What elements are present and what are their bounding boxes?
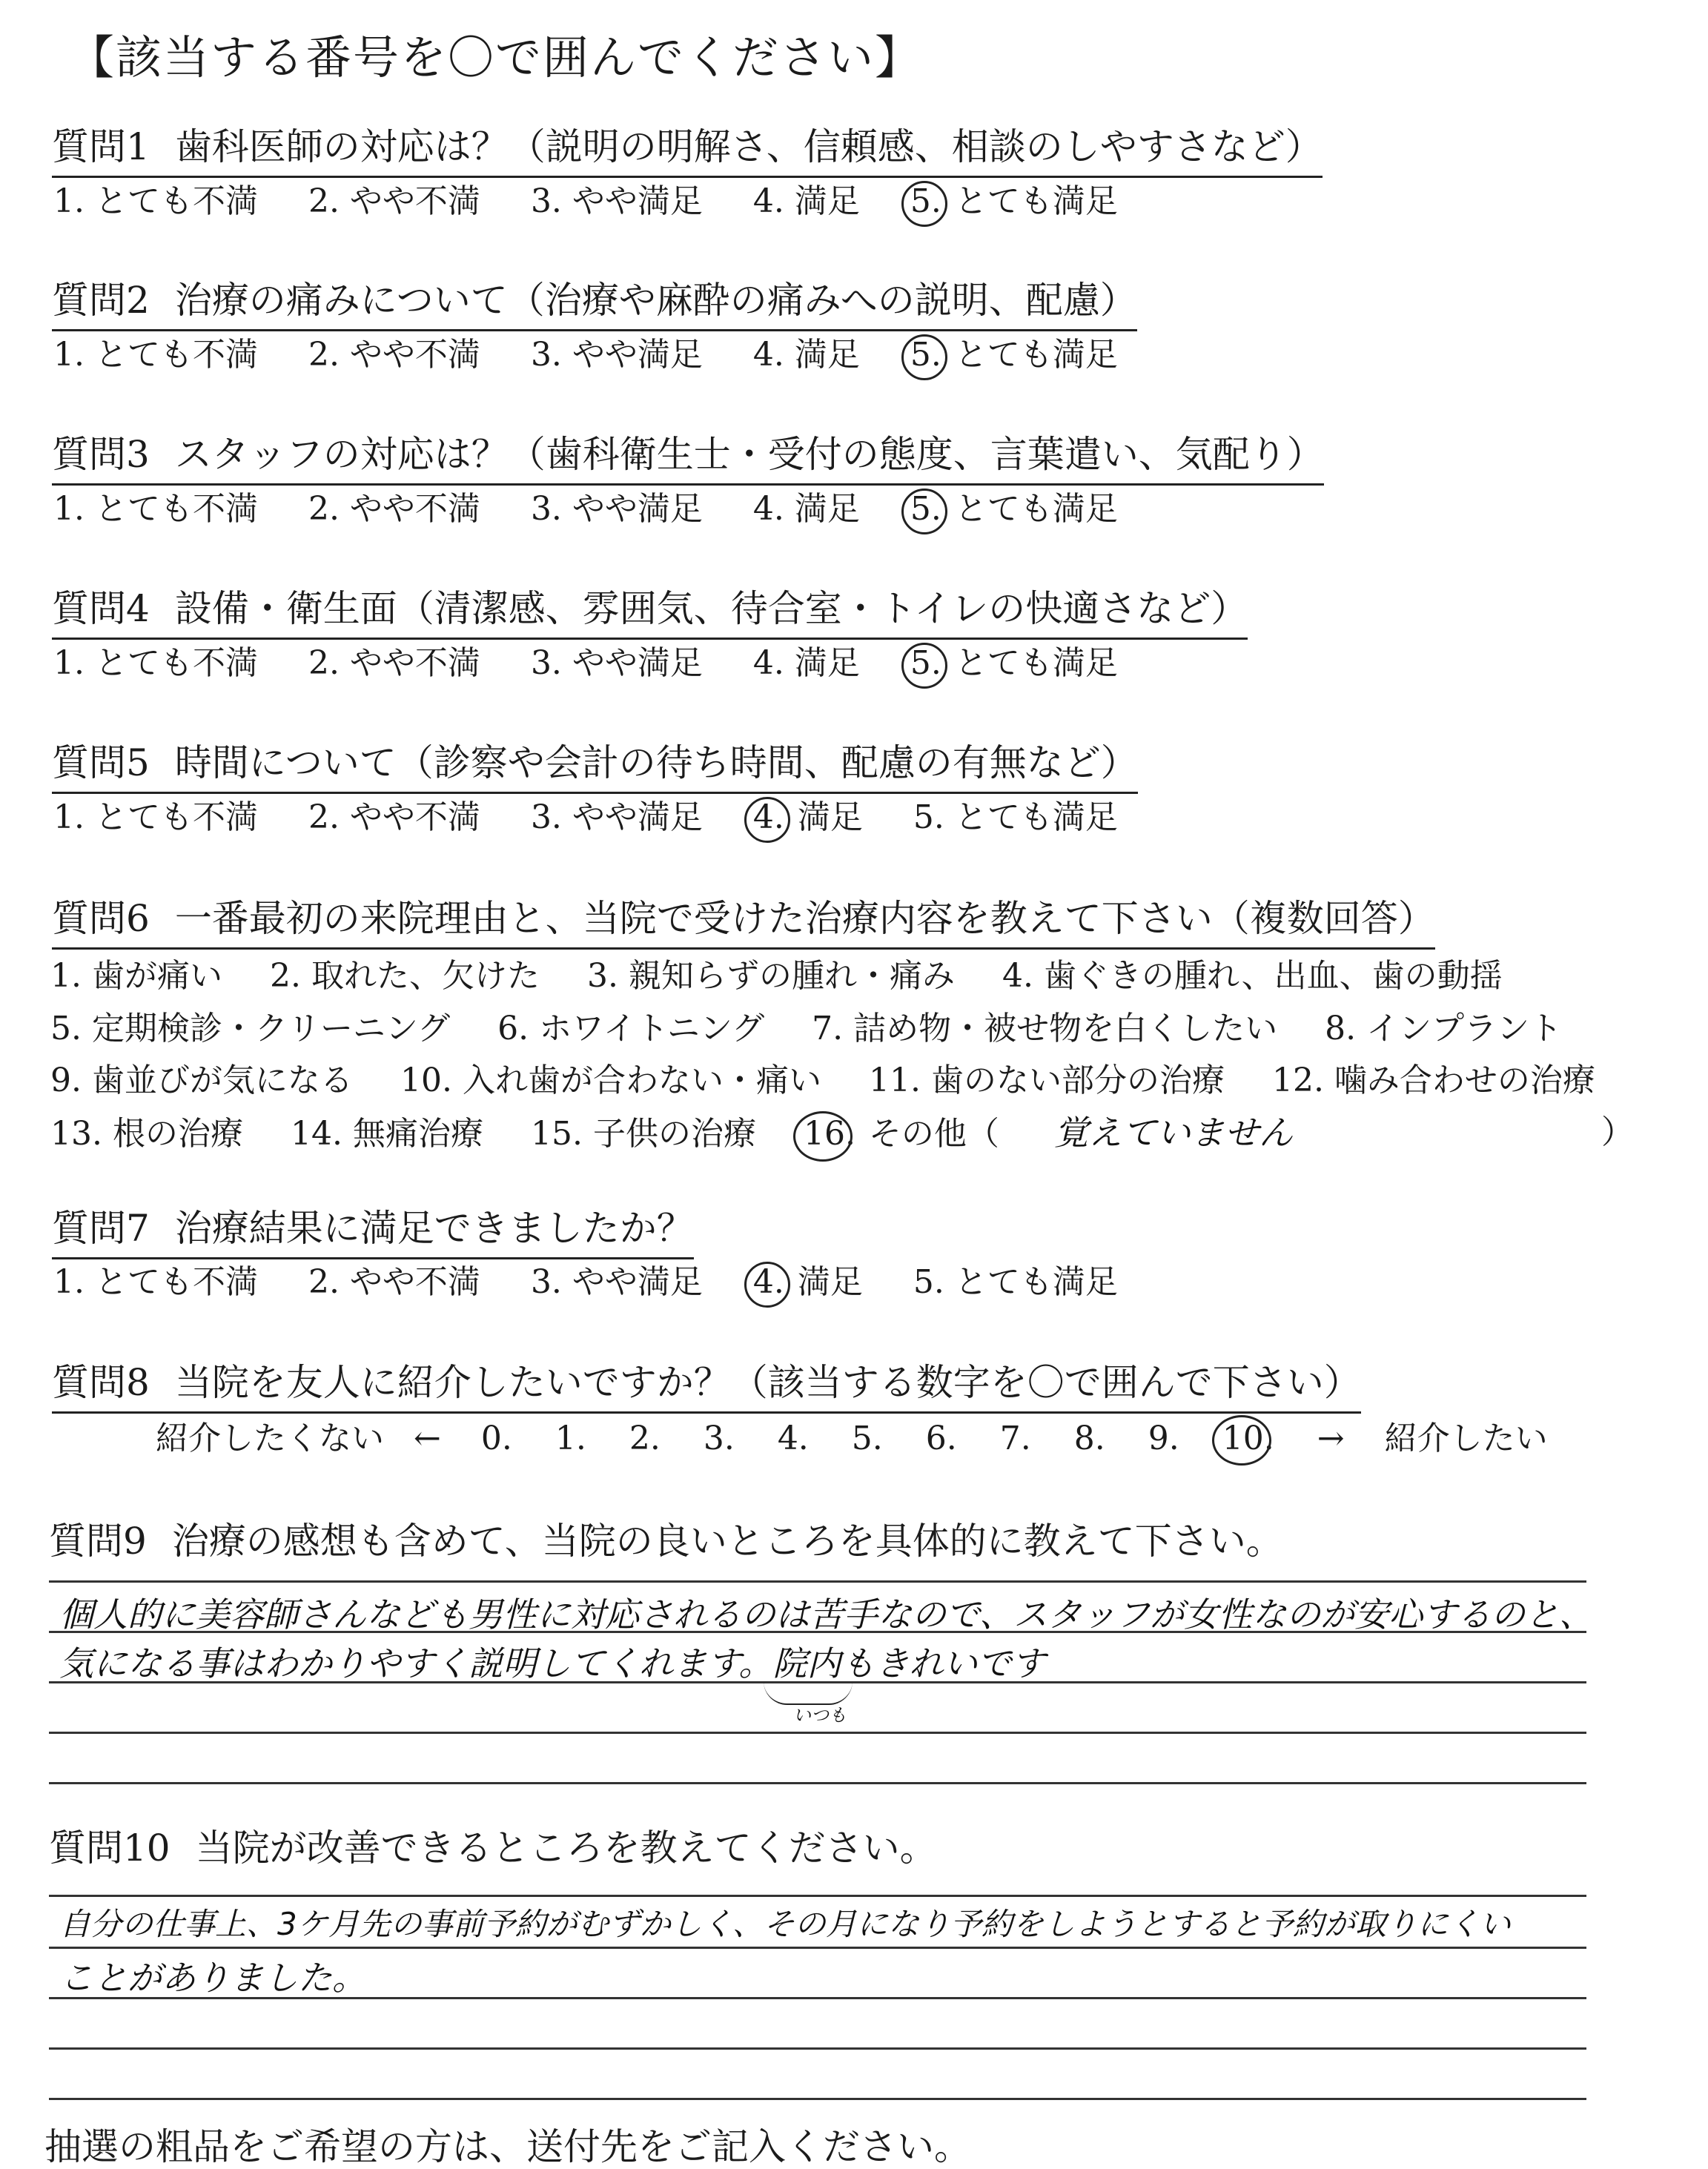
option-1[interactable]: 1. 歯が痛い [50,957,222,995]
question-text: 治療の痛みについて（治療や麻酔の痛みへの説明、配慮） [174,279,1137,322]
option-3[interactable]: 3. やや満足 [530,1263,703,1301]
option-1[interactable]: 1. とても不満 [53,1263,258,1301]
option-2[interactable]: 2. やや不満 [308,336,480,374]
question-8-title [52,1358,1361,1414]
answer-rule [49,2098,1586,2100]
selection-circle: 16. [804,1112,855,1156]
paren-close: ） [1601,1113,1634,1151]
option-1[interactable]: 1. とても不満 [53,182,258,220]
option-4-selected[interactable]: 4. 満足 [753,1260,863,1305]
question-2-options [53,333,1158,377]
question-1-options [53,179,1158,224]
option-11[interactable]: 11. 歯のない部分の治療 [868,1062,1225,1099]
question-6-title [52,894,1435,950]
question-5-options [53,795,1158,840]
question-text: 一番最初の来院理由と、当院で受けた治療内容を教えて下さい（複数回答） [174,897,1435,940]
question-4-options [53,641,1158,686]
option-5-selected[interactable]: 5. とても満足 [910,641,1118,686]
option-5-selected[interactable]: 5. とても満足 [910,179,1118,224]
option-3[interactable]: 3. 親知らずの腫れ・痛み [586,957,955,995]
scale-10-selected[interactable] [1222,1416,1274,1462]
question-text: 治療結果に満足できましたか？ [174,1207,694,1250]
question-5-title [52,738,1138,794]
left-arrow-icon: ← [414,1420,441,1457]
q10-answer-line-1[interactable]: 自分の仕事上、3ケ月先の事前予約がむずかしく、その月になり予約をしようとすると予約が取りにくい [59,1906,1511,1942]
option-1[interactable]: 1. とても不満 [53,490,258,528]
q9-answer-line-1[interactable]: 個人的に美容師さんなども男性に対応されるのは苦手なので、スタッフが女性なのが安心するのと、 [59,1595,1594,1635]
question-7-title [52,1204,694,1259]
selection-circle: 4. [753,1260,784,1305]
question-3-title [52,430,1324,486]
question-6-row-1 [50,954,1540,999]
option-4[interactable]: 4. 歯ぐきの腫れ、出血、歯の動揺 [1002,957,1503,995]
question-number: 質問6 [52,897,150,940]
question-text: 設備・衛生面（清潔感、雰囲気、待合室・トイレの快適さなど） [174,587,1248,630]
scale-5[interactable]: 5. [851,1420,883,1457]
other-answer-handwritten[interactable]: 覚えていません [1053,1113,1293,1153]
answer-rule [49,1997,1586,1999]
question-number: 質問4 [52,587,150,630]
option-15[interactable]: 15. 子供の治療 [530,1115,756,1153]
option-4[interactable]: 4. 満足 [752,490,860,528]
question-7-options [53,1260,1158,1305]
option-3[interactable]: 3. やや満足 [530,336,703,374]
option-4[interactable]: 4. 満足 [752,644,860,682]
scale-3[interactable]: 3. [703,1420,735,1457]
scale-2[interactable]: 2. [629,1420,661,1457]
question-number: 質問3 [52,433,150,476]
option-1[interactable]: 1. とても不満 [53,798,258,836]
answer-rule [49,1947,1586,1949]
option-1[interactable]: 1. とても不満 [53,336,258,374]
footer-instruction: 抽選の粗品をご希望の方は、送付先をご記入ください。 [44,2125,971,2168]
option-14[interactable]: 14. 無痛治療 [290,1115,483,1153]
question-number: 質問8 [52,1361,150,1404]
question-6-row-3 [50,1059,1632,1103]
question-2-title [52,276,1137,331]
option-4[interactable]: 4. 満足 [752,182,860,220]
option-10[interactable]: 10. 入れ歯が合わない・痛い [400,1062,821,1099]
option-3[interactable]: 3. やや満足 [530,644,703,682]
scale-6[interactable]: 6. [925,1420,957,1457]
option-5[interactable]: 5. とても満足 [913,1263,1118,1301]
q9-answer-line-2[interactable]: 気になる事はわかりやすく説明してくれます。院内もきれいです [59,1643,1046,1683]
question-number: 質問2 [52,279,150,322]
option-5-selected[interactable]: 5. とても満足 [910,333,1118,377]
option-8[interactable]: 8. インプラント [1325,1010,1563,1047]
question-9-title [49,1517,1283,1566]
option-4[interactable]: 4. 満足 [752,336,860,374]
selection-circle: 5. [910,179,941,224]
answer-rule [49,2047,1586,2050]
question-number: 質問7 [52,1207,150,1250]
insert-note: いつも [793,1705,847,1726]
answer-rule [49,1782,1586,1784]
question-10-title [49,1824,937,1872]
option-5[interactable]: 5. とても満足 [913,798,1118,836]
option-2[interactable]: 2. やや不満 [308,490,480,528]
answer-rule [49,1580,1586,1583]
question-text: 時間について（診察や会計の待ち時間、配慮の有無など） [174,741,1138,784]
question-text: 当院が改善できるところを教えてください。 [195,1827,937,1870]
scale-9[interactable]: 9. [1148,1420,1179,1457]
question-6-row-2 [50,1007,1599,1051]
scale-4[interactable]: 4. [777,1420,809,1457]
question-text: 当院を友人に紹介したいですか？（該当する数字を〇で囲んで下さい） [174,1361,1361,1404]
question-text: 治療の感想も含めて、当院の良いところを具体的に教えて下さい。 [171,1520,1283,1563]
option-3[interactable]: 3. やや満足 [530,798,703,836]
option-2[interactable]: 2. やや不満 [308,644,480,682]
option-5-selected[interactable]: 5. とても満足 [910,487,1118,532]
scale-8[interactable]: 8. [1073,1420,1105,1457]
option-9[interactable]: 9. 歯並びが気になる [50,1062,353,1099]
question-1-title [52,122,1323,178]
option-16-selected[interactable]: 16. その他（ [804,1112,999,1156]
selection-circle: 5. [910,641,941,686]
recommend-scale [156,1416,1567,1462]
option-2[interactable]: 2. 取れた、欠けた [269,957,540,995]
question-6-row-4 [50,1110,1293,1156]
page-title: 【該当する番号を〇で囲んでください】 [68,30,923,85]
selection-circle: 10. [1222,1420,1274,1457]
question-number: 質問1 [52,125,150,168]
option-12[interactable]: 12. 噛み合わせの治療 [1271,1062,1595,1099]
option-2[interactable]: 2. やや不満 [308,182,480,220]
answer-rule [49,1631,1586,1633]
answer-rule [49,1732,1586,1734]
option-4-selected[interactable]: 4. 満足 [753,795,863,840]
selection-circle: 5. [910,487,941,532]
option-5[interactable]: 5. 定期検診・クリーニング [50,1010,451,1047]
option-2[interactable]: 2. やや不満 [308,798,480,836]
question-text: 歯科医師の対応は？（説明の明解さ、信頼感、相談のしやすさなど） [174,125,1323,168]
scale-7[interactable]: 7. [999,1420,1031,1457]
q10-answer-line-2[interactable]: ことがありました。 [59,1958,366,1998]
answer-rule [49,1895,1586,1897]
question-number: 質問10 [49,1827,171,1870]
selection-circle: 5. [910,333,941,377]
option-2[interactable]: 2. やや不満 [308,1263,480,1301]
scale-0[interactable]: 0. [480,1420,512,1457]
question-number: 質問5 [52,741,150,784]
question-number: 質問9 [49,1520,147,1563]
option-6[interactable]: 6. ホワイトニング [497,1010,765,1047]
question-3-options [53,487,1158,532]
option-7[interactable]: 7. 詰め物・被せ物を白くしたい [812,1010,1278,1047]
right-arrow-icon: → [1317,1420,1345,1457]
scale-high-label: 紹介したい [1384,1420,1548,1457]
scale-1[interactable]: 1. [555,1420,586,1457]
question-text: スタッフの対応は？（歯科衛生士・受付の態度、言葉遣い、気配り） [174,433,1324,476]
insert-mark [764,1681,853,1705]
option-3[interactable]: 3. やや満足 [530,182,703,220]
question-4-title [52,584,1248,640]
option-3[interactable]: 3. やや満足 [530,490,703,528]
selection-circle: 4. [753,795,784,840]
option-13[interactable]: 13. 根の治療 [50,1115,243,1153]
scale-low-label: 紹介したくない [156,1420,384,1457]
option-1[interactable]: 1. とても不満 [53,644,258,682]
